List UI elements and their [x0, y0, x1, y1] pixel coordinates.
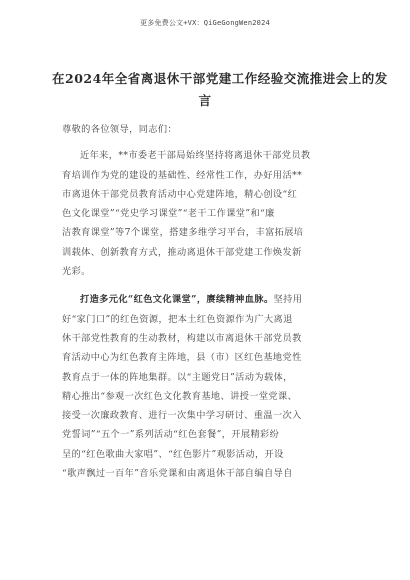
paragraph-first-line	[62, 290, 362, 309]
paragraph-line: 接受一次廉政教育、进行一次集中学习研讨、重温一次入	[62, 410, 302, 422]
paragraph-line: 精心推出“参观一次红色文化教育基地、讲授一堂党课、	[62, 390, 298, 402]
paragraph-red-culture	[62, 290, 362, 483]
paragraph-line: 色文化课堂”“党史学习课堂”“老干工作课堂”和“廉	[62, 208, 275, 220]
paragraph-intro	[62, 146, 362, 281]
title-line-1: 在2024年全省离退休干部党建工作经验交流推进会上的发	[52, 71, 388, 86]
document-body	[62, 120, 362, 492]
paragraph-line: 好“家门口”的红色资源，把本土红色资源作为广大离退	[62, 313, 293, 325]
paragraph-line: 育活动中心为红色教育主阵地，县（市）区红色基地党性	[62, 352, 302, 364]
paragraph-line: 光彩。	[62, 266, 91, 278]
paragraph-line: 洁教育课堂”等7个课堂，搭建多维学习平台，丰富拓展培	[62, 227, 304, 239]
lead-rest-text: 坚持用	[273, 294, 303, 306]
title-line-2: 言	[198, 93, 212, 108]
paragraph-line: 党誓词”“五个一”系列活动“红色套餐”，开展精彩纷	[62, 429, 280, 441]
paragraph-line: 教育点于一体的阵地集群。以“主题党日”活动为载体，	[62, 371, 293, 383]
paragraph-line: 训载体、创新教育方式，推动离退休干部党建工作焕发新	[62, 246, 302, 258]
paragraph-line: “歌声飘过一百年”音乐党课和由离退休干部自编自导自	[62, 468, 293, 480]
paragraph-line: 休干部党性教育的生动教材，构建以市离退休干部党员教	[62, 332, 302, 344]
greeting: 尊敬的各位领导，同志们：	[62, 124, 178, 135]
section-heading-bold: 打造多元化“红色文化课堂”，赓续精神血脉。	[80, 294, 274, 306]
paragraph-line: 近年来，**市委老干部局始终坚持将离退休干部党员教	[80, 150, 311, 162]
paragraph-line: 育培训作为党的建设的基础性、经常性工作，办好用活**	[62, 169, 303, 181]
header-watermark-text: 更多免费公文+VX：QiGeGongWen2024	[140, 19, 270, 27]
paragraph-line: 市离退休干部党员教育活动中心党建阵地，精心创设“红	[62, 188, 298, 200]
document-title	[52, 68, 388, 112]
paragraph-line: 呈的“红色歌曲大家唱”、“红色影片”观影活动，开设	[62, 448, 284, 460]
